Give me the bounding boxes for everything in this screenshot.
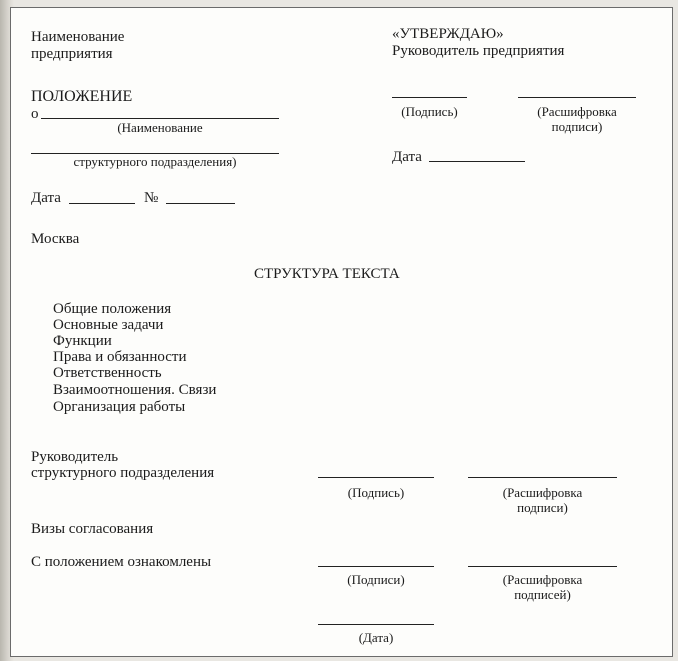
structure-item: Ответственность [53, 365, 162, 381]
head-decode-caption-2: подписи) [517, 500, 568, 515]
head-decode-line [468, 477, 617, 478]
head-signature-caption: (Подпись) [347, 485, 405, 500]
approval-role: Руководитель предприятия [392, 43, 565, 59]
doc-type-title: ПОЛОЖЕНИЕ [31, 88, 133, 105]
name-caption-2: структурного подразделения) [73, 154, 237, 169]
approval-date-line [429, 161, 525, 162]
acquainted-decode-caption-2: подписей) [514, 587, 571, 602]
approval-title: «УТВЕРЖДАЮ» [392, 26, 504, 42]
structure-item: Основные задачи [53, 317, 164, 333]
number-label: № [144, 190, 159, 206]
enterprise-name-line-1: Наименование [31, 29, 125, 45]
head-signature-line [318, 477, 434, 478]
approval-signature-line [392, 97, 467, 98]
structure-item: Взаимоотношения. Связи [53, 382, 217, 398]
structure-item: Общие положения [53, 301, 172, 317]
approval-decode-line [518, 97, 636, 98]
acquainted-decode-caption-1: (Расшифровка [502, 572, 583, 587]
acquainted-signatures-line [318, 566, 434, 567]
document-page [10, 7, 673, 657]
head-label-line-1: Руководитель [31, 449, 119, 465]
number-line [166, 203, 235, 204]
structure-item: Организация работы [53, 399, 186, 415]
city: Москва [31, 231, 80, 247]
visas-label: Визы согласования [31, 521, 154, 537]
acquainted-date-caption: (Дата) [358, 630, 394, 645]
approval-signature-caption: (Подпись) [401, 104, 458, 119]
subdivision-name-line-1 [41, 118, 279, 119]
approval-decode-caption-2: подписи) [551, 119, 603, 134]
structure-title: СТРУКТУРА ТЕКСТА [254, 266, 400, 282]
name-caption-1: (Наименование [117, 120, 203, 135]
structure-item: Права и обязанности [53, 349, 187, 365]
about-prefix: о [31, 106, 39, 122]
date-line [69, 203, 135, 204]
head-decode-caption-1: (Расшифровка [502, 485, 583, 500]
acquainted-label: С положением ознакомлены [31, 554, 212, 570]
approval-date-label: Дата [392, 149, 422, 165]
acquainted-date-line [318, 624, 434, 625]
acquainted-signatures-caption: (Подписи) [347, 572, 405, 587]
approval-decode-caption-1: (Расшифровка [537, 104, 617, 119]
acquainted-decode-line [468, 566, 617, 567]
head-label-line-2: структурного подразделения [31, 465, 215, 481]
enterprise-name-line-2: предприятия [31, 46, 113, 62]
date-label: Дата [31, 190, 61, 206]
structure-item: Функции [53, 333, 112, 349]
